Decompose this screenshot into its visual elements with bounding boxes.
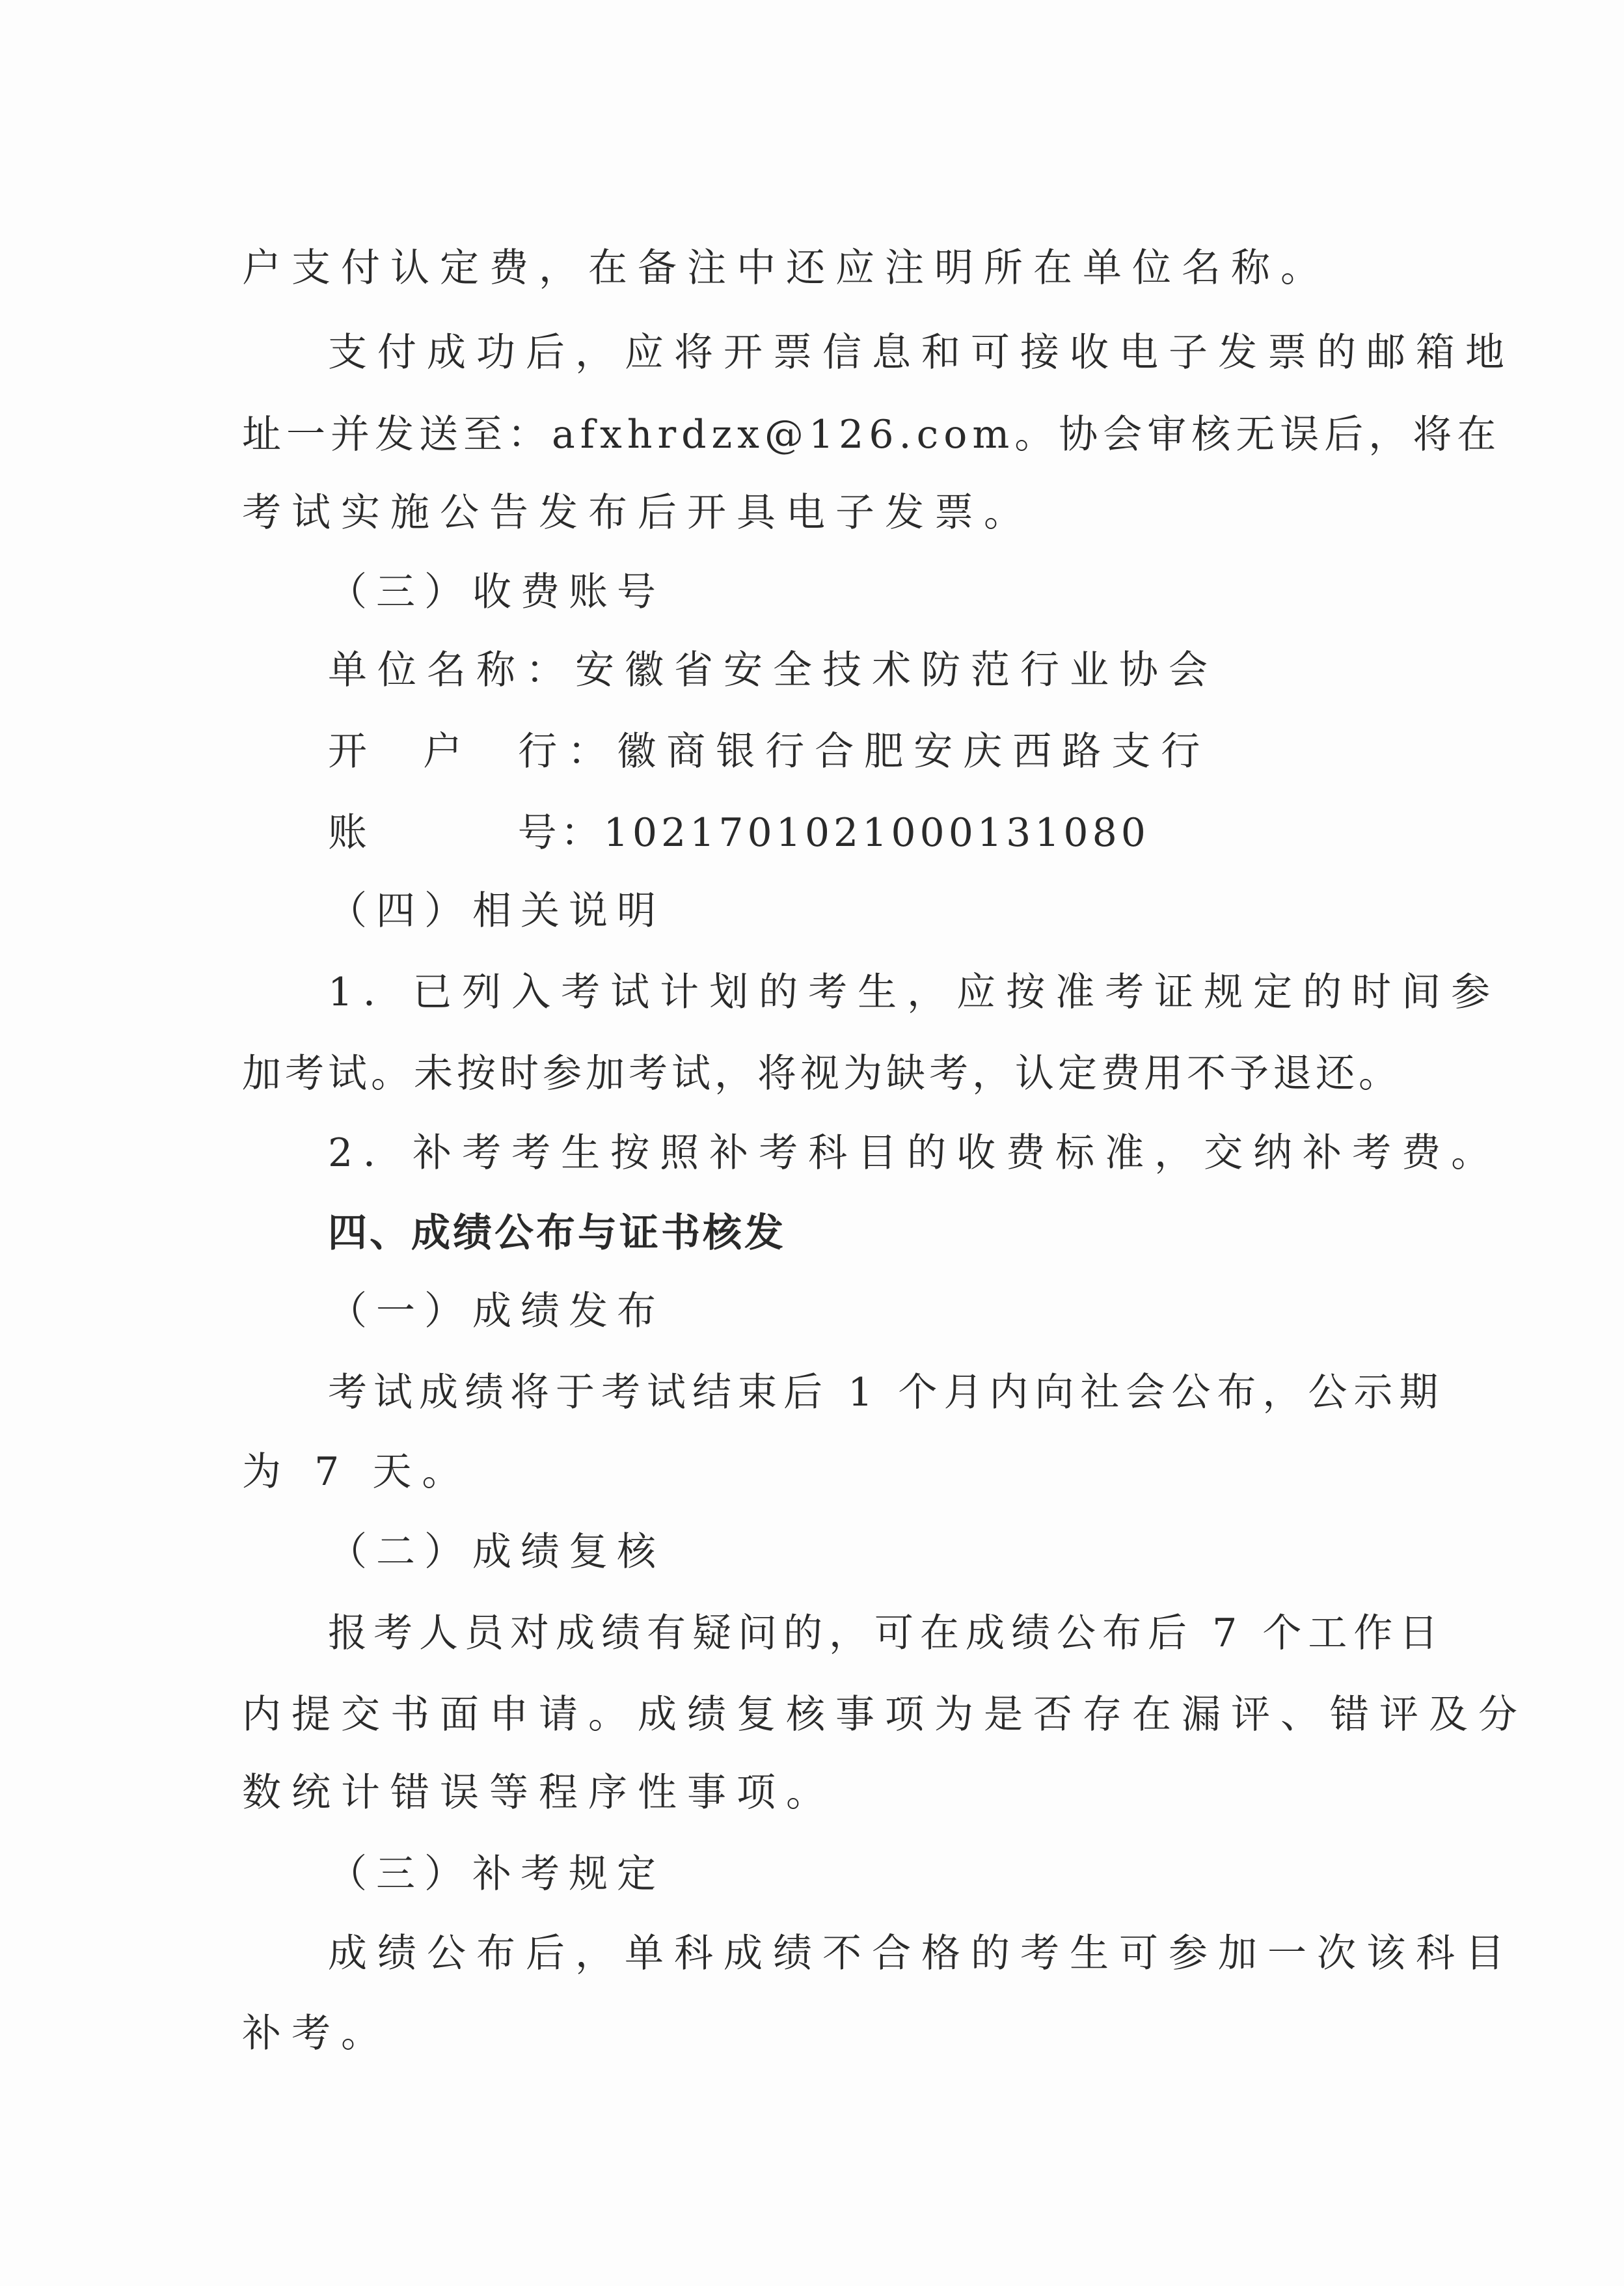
paragraph-line: 为 7 天。 — [242, 1449, 472, 1495]
paragraph-line: 数统计错误等程序性事项。 — [242, 1770, 835, 1816]
paragraph-line: 考试实施公告发布后开具电子发票。 — [242, 490, 1033, 536]
section-heading: （三）收费账号 — [328, 569, 665, 615]
account-number: 账 号：1021701021000131080 — [328, 810, 1150, 856]
chapter-heading: 四、成绩公布与证书核发 — [328, 1210, 786, 1256]
section-heading: （四）相关说明 — [328, 888, 665, 934]
paragraph-line: 1．已列入考试计划的考生，应按准考证规定的时间参 — [328, 970, 1501, 1015]
paragraph-line: 支付成功后，应将开票信息和可接收电子发票的邮箱地 — [328, 330, 1515, 375]
paragraph-line: 2．补考考生按照补考科目的收费标准，交纳补考费。 — [328, 1130, 1501, 1176]
paragraph-line: 报考人员对成绩有疑问的，可在成绩公布后 7 个工作日 — [328, 1611, 1445, 1656]
paragraph-line: 考试成绩将于考试结束后 1 个月内向社会公布，公示期 — [328, 1370, 1445, 1415]
section-heading: （二）成绩复核 — [328, 1529, 665, 1575]
paragraph-line: 加考试。未按时参加考试，将视为缺考，认定费用不予退还。 — [242, 1051, 1401, 1096]
section-heading: （一）成绩发布 — [328, 1288, 665, 1334]
paragraph-line: 址一并发送至：afxhrdzx@126.com。协会审核无误后，将在 — [242, 412, 1502, 457]
paragraph-line: 补考。 — [242, 2011, 390, 2056]
section-heading: （三）补考规定 — [328, 1851, 665, 1897]
paragraph-line: 内提交书面申请。成绩复核事项为是否存在漏评、错评及分 — [242, 1692, 1528, 1737]
paragraph-line: 成绩公布后，单科成绩不合格的考生可参加一次该科目 — [328, 1931, 1515, 1976]
account-unit-name: 单位名称：安徽省安全技术防范行业协会 — [328, 647, 1218, 693]
account-bank: 开 户 行：徽商银行合肥安庆西路支行 — [328, 729, 1211, 774]
paragraph-line: 户支付认定费，在备注中还应注明所在单位名称。 — [242, 245, 1330, 291]
